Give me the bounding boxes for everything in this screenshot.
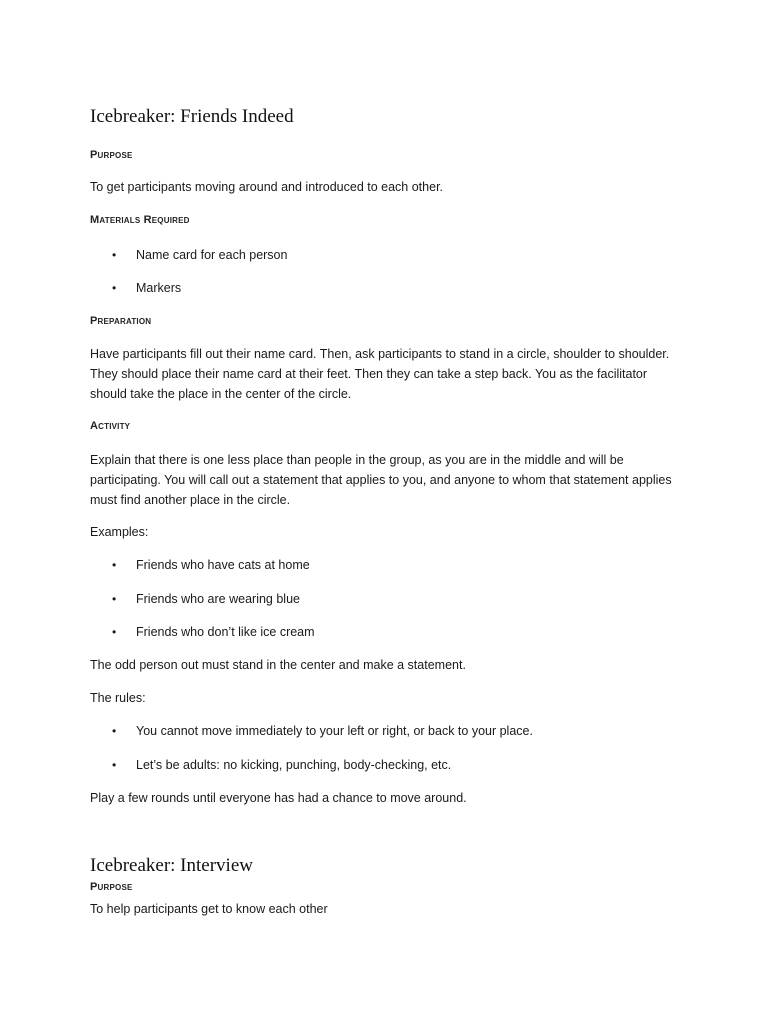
bullet: •	[112, 625, 117, 639]
purpose-heading: Purpose	[90, 881, 133, 893]
list-item	[112, 721, 533, 741]
purpose-text: To get participants moving around and introduced to each other.	[90, 180, 444, 194]
preparation-heading: Preparation	[90, 315, 152, 327]
list-item-text: Name card for each person	[136, 248, 288, 262]
closing-text: Play a few rounds until everyone has had a chance to move around.	[90, 791, 467, 805]
examples-label: Examples:	[90, 525, 149, 539]
section-title: Icebreaker: Friends Indeed	[90, 106, 294, 127]
list-item-text: Markers	[136, 281, 182, 295]
purpose-heading: Purpose	[90, 149, 133, 161]
bullet: •	[112, 248, 117, 262]
materials-heading: Materials Required	[90, 214, 190, 226]
list-item-text: Friends who don’t like ice cream	[136, 625, 315, 639]
list-item	[112, 555, 310, 575]
list-item	[112, 589, 300, 609]
bullet: •	[112, 592, 117, 606]
list-item	[112, 278, 181, 298]
activity-heading: Activity	[90, 420, 131, 432]
rules-label: The rules:	[90, 691, 146, 705]
list-item-text: You cannot move immediately to your left or right, or back to your place.	[136, 724, 533, 738]
bullet: •	[112, 558, 117, 572]
purpose-text: To help participants get to know each other	[90, 902, 328, 916]
bullet: •	[112, 724, 117, 738]
list-item-text: Friends who have cats at home	[136, 558, 310, 572]
list-item-text: Friends who are wearing blue	[136, 592, 300, 606]
list-item	[112, 245, 287, 265]
section-title: Icebreaker: Interview	[90, 855, 253, 876]
activity-text: Explain that there is one less place than people in the group, as you are in the middle and will be participating. You will call out a statement that applies to you, and anyone to whom that statement applies must find another place in the circle.	[90, 453, 672, 507]
bullet: •	[112, 281, 117, 295]
bullet: •	[112, 758, 117, 772]
list-item-text: Let’s be adults: no kicking, punching, body-checking, etc.	[136, 758, 452, 772]
preparation-text: Have participants fill out their name card. Then, ask participants to stand in a circle, shoulder to shoulder. They should place their name card at their feet. Then they can take a step back. You as the facilitator should take the place in the center of the circle.	[90, 347, 670, 401]
list-item	[112, 622, 315, 642]
list-item	[112, 755, 451, 775]
odd-person-text: The odd person out must stand in the center and make a statement.	[90, 658, 466, 672]
